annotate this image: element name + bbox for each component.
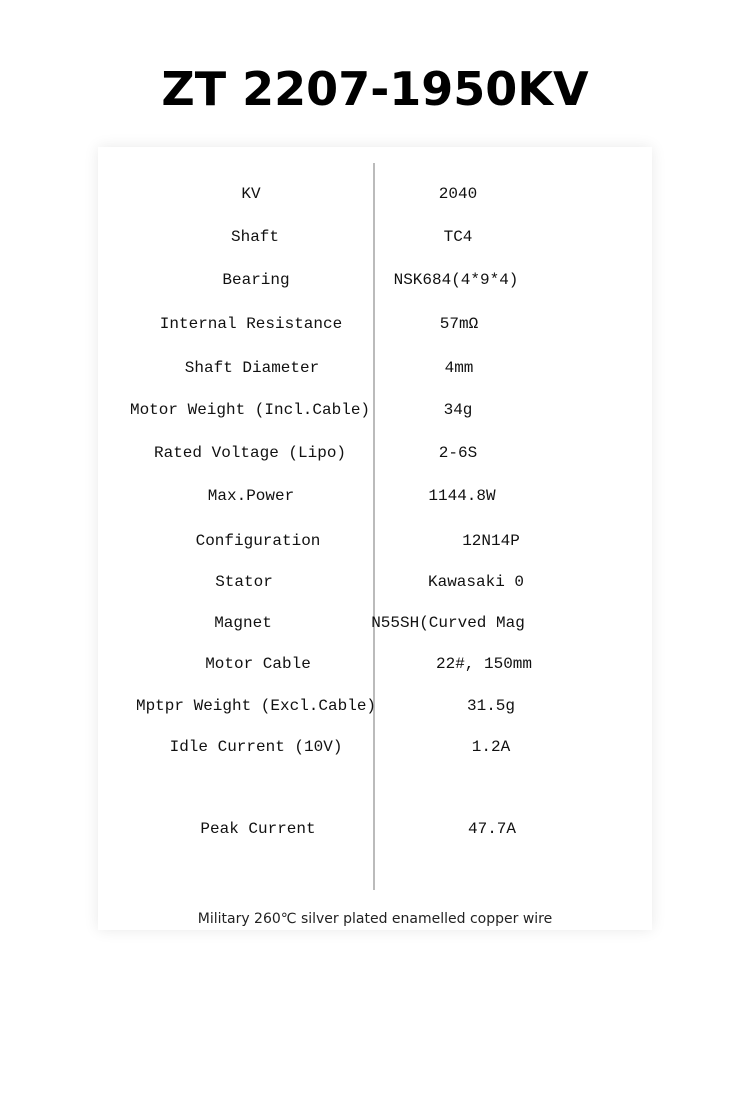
spec-label: Bearing (222, 271, 290, 289)
spec-value: 31.5g (466, 697, 516, 715)
spec-value: N55SH(Curved Mag (371, 614, 525, 632)
footer-note: Military 260℃ silver plated enamelled copper wire (197, 911, 553, 927)
spec-value: Kawasaki 0 (427, 573, 525, 591)
page-title: ZT 2207-1950KV (161, 62, 589, 116)
spec-value: 47.7A (467, 820, 517, 838)
spec-value: 2040 (438, 185, 478, 203)
spec-value: TC4 (443, 228, 473, 246)
spec-label: Internal Resistance (159, 315, 343, 333)
spec-label: KV (241, 185, 261, 203)
spec-value: 4mm (444, 359, 474, 377)
spec-label: Max.Power (207, 487, 295, 505)
spec-label: Motor Weight (Incl.Cable) (129, 401, 371, 419)
spec-value: 12N14P (462, 532, 520, 550)
spec-value: 57mΩ (439, 315, 479, 333)
spec-label: Mptpr Weight (Excl.Cable) (135, 697, 377, 715)
spec-label: Shaft (230, 228, 280, 246)
spec-value: 34g (443, 401, 473, 419)
spec-label: Motor Cable (205, 655, 311, 673)
spec-label: Magnet (214, 614, 272, 632)
spec-label: Rated Voltage (Lipo) (153, 444, 347, 462)
spec-label: Peak Current (200, 820, 316, 838)
spec-value: 2-6S (438, 444, 478, 462)
spec-value: NSK684(4*9*4) (393, 271, 519, 289)
spec-value: 22#, 150mm (435, 655, 533, 673)
spec-label: Idle Current (10V) (169, 738, 343, 756)
spec-label: Configuration (195, 532, 321, 550)
spec-table (98, 147, 652, 930)
spec-label: Shaft Diameter (184, 359, 320, 377)
spec-value: 1144.8W (428, 487, 496, 505)
spec-label: Stator (215, 573, 273, 591)
spec-value: 1.2A (471, 738, 511, 756)
